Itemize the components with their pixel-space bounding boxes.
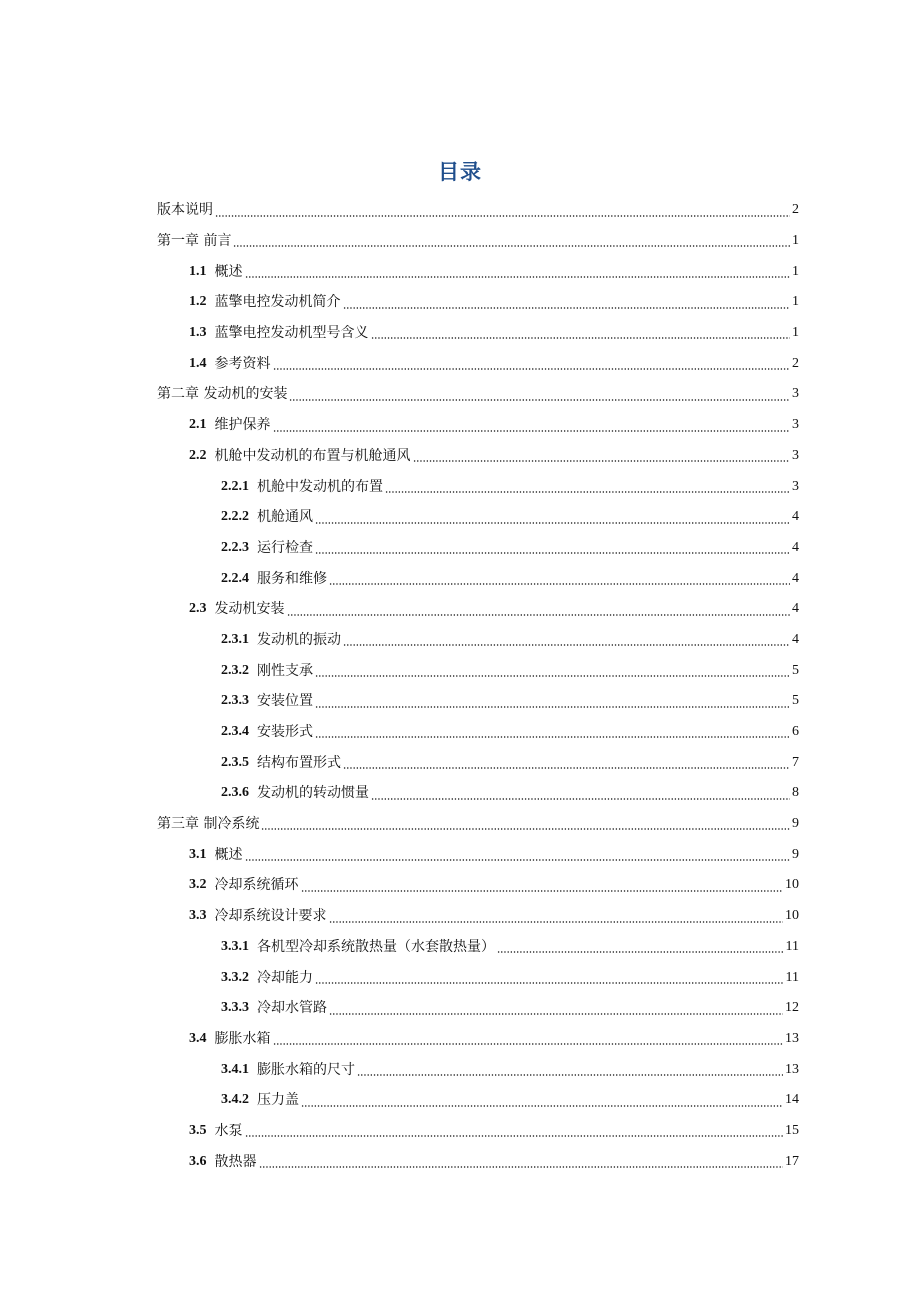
toc-dot-leader: [315, 736, 790, 738]
toc-dot-leader: [385, 491, 790, 493]
toc-dot-leader: [273, 430, 791, 432]
toc-entry[interactable]: [157, 809, 799, 840]
toc-dot-leader: [301, 1105, 783, 1107]
toc-entry[interactable]: [157, 348, 799, 379]
toc-entry-page-number: 2: [792, 355, 799, 371]
toc-entry[interactable]: [157, 993, 799, 1024]
toc-entry-page-number: 11: [785, 969, 799, 985]
toc-entry[interactable]: [157, 1085, 799, 1116]
toc-dot-leader: [315, 552, 790, 554]
toc-entry-page-number: 10: [785, 908, 799, 924]
toc-entry-label: 冷却系统设计要求: [214, 908, 327, 925]
toc-entry-page-number: 4: [792, 570, 799, 586]
toc-entry[interactable]: [157, 962, 799, 993]
toc-entry-page-number: 5: [792, 693, 799, 709]
toc-entry-label: 发动机安装: [214, 601, 285, 618]
toc-entry-page-number: 13: [785, 1030, 799, 1046]
toc-entry-label: 第三章 制冷系统: [157, 816, 260, 833]
toc-dot-leader: [329, 583, 790, 585]
toc-entry[interactable]: [157, 410, 799, 441]
toc-entry-number: 3.3.3: [221, 1000, 249, 1016]
toc-entry[interactable]: [157, 1146, 799, 1177]
toc-entry-label: 压力盖: [257, 1092, 299, 1109]
toc-entry-page-number: 3: [792, 447, 799, 463]
toc-entry-label: 冷却能力: [257, 969, 313, 986]
toc-dot-leader: [315, 706, 790, 708]
toc-entry-label: 刚性支承: [257, 662, 313, 679]
toc-entry-label: 运行检查: [257, 539, 313, 556]
toc-entry-page-number: 13: [785, 1061, 799, 1077]
toc-dot-leader: [329, 921, 784, 923]
toc-entry-number: 2.3.2: [221, 662, 249, 678]
toc-dot-leader: [245, 859, 791, 861]
toc-dot-leader: [343, 767, 790, 769]
toc-dot-leader: [357, 1074, 783, 1076]
toc-entry-number: 3.2: [189, 877, 207, 893]
toc-entry-number: 2.2.4: [221, 570, 249, 586]
toc-entry-number: 3.4: [189, 1030, 207, 1046]
toc-dot-leader: [343, 644, 790, 646]
toc-entry-label: 冷却系统循环: [214, 877, 299, 894]
toc-entry-page-number: 5: [792, 662, 799, 678]
toc-entry-number: 2.2.1: [221, 478, 249, 494]
toc-entry[interactable]: [157, 287, 799, 318]
toc-entry-page-number: 3: [792, 386, 799, 402]
toc-entry[interactable]: [157, 901, 799, 932]
toc-entry-page-number: 4: [792, 601, 799, 617]
toc-entry-label: 安装形式: [257, 724, 313, 741]
toc-entry[interactable]: [157, 533, 799, 564]
toc-entry-page-number: 3: [792, 417, 799, 433]
toc-dot-leader: [287, 614, 791, 616]
toc-entry-page-number: 9: [792, 816, 799, 832]
toc-entry-page-number: 4: [792, 539, 799, 555]
toc-dot-leader: [315, 982, 784, 984]
toc-entry-label: 维护保养: [214, 417, 271, 434]
toc-entry-label: 概述: [214, 846, 243, 863]
toc-entry-page-number: 3: [792, 478, 799, 494]
toc-entry-page-number: 11: [785, 938, 799, 954]
toc-entry-page-number: 6: [792, 724, 799, 740]
toc-entry-label: 各机型冷却系统散热量（水套散热量）: [257, 938, 495, 955]
toc-entry-number: 2.3: [189, 601, 207, 617]
toc-entry-page-number: 7: [792, 754, 799, 770]
toc-entry-label: 发动机的转动惯量: [257, 785, 369, 802]
toc-dot-leader: [233, 245, 790, 247]
toc-entry[interactable]: [157, 625, 799, 656]
toc-entry-label: 发动机的振动: [257, 631, 341, 648]
toc-entry[interactable]: [157, 502, 799, 533]
toc-entry[interactable]: [157, 195, 799, 226]
toc-entry-label: 版本说明: [157, 202, 213, 219]
toc-entry-number: 3.6: [189, 1153, 207, 1169]
toc-dot-leader: [289, 399, 790, 401]
toc-dot-leader: [497, 951, 784, 953]
toc-dot-leader: [371, 337, 791, 339]
toc-entry-label: 服务和维修: [257, 570, 327, 587]
toc-entry[interactable]: [157, 1116, 799, 1147]
toc-entry-label: 散热器: [214, 1153, 257, 1170]
toc-entry-page-number: 1: [792, 325, 799, 341]
toc-entry[interactable]: [157, 870, 799, 901]
toc-entry-page-number: 1: [792, 233, 799, 249]
toc-dot-leader: [315, 522, 790, 524]
toc-entry-number: 1.1: [189, 263, 207, 279]
toc-entry[interactable]: [157, 1024, 799, 1055]
toc-entry[interactable]: [157, 717, 799, 748]
toc-entry-page-number: 4: [792, 631, 799, 647]
toc-entry-page-number: 1: [792, 263, 799, 279]
toc-dot-leader: [259, 1166, 784, 1168]
toc-entry-label: 机舱中发动机的布置与机舱通风: [214, 447, 411, 464]
toc-dot-leader: [261, 828, 790, 830]
toc-entry-number: 2.3.1: [221, 631, 249, 647]
toc-entry-number: 2.2: [189, 447, 207, 463]
toc-entry-label: 安装位置: [257, 693, 313, 710]
toc-entry-label: 蓝擎电控发动机简介: [214, 294, 341, 311]
toc-entry[interactable]: [157, 932, 799, 963]
toc-entry[interactable]: [157, 778, 799, 809]
toc-entry-number: 2.3.3: [221, 693, 249, 709]
toc-entry-number: 2.3.6: [221, 785, 249, 801]
toc-entry-label: 水泵: [214, 1122, 243, 1139]
toc-entry-page-number: 4: [792, 509, 799, 525]
toc-dot-leader: [413, 460, 791, 462]
toc-entry-label: 蓝擎电控发动机型号含义: [214, 325, 369, 342]
toc-entry[interactable]: [157, 686, 799, 717]
toc-entry-page-number: 12: [785, 1000, 799, 1016]
toc-entry-number: 3.3.2: [221, 969, 249, 985]
toc-dot-leader: [245, 276, 791, 278]
toc-entry-number: 1.2: [189, 294, 207, 310]
toc-entry-page-number: 17: [785, 1153, 799, 1169]
toc-dot-leader: [215, 215, 790, 217]
toc-entry-label: 概述: [214, 263, 243, 280]
toc-entry[interactable]: [157, 839, 799, 870]
toc-entry-number: 3.4.1: [221, 1061, 249, 1077]
toc-entry-number: 2.3.4: [221, 724, 249, 740]
toc-title: 目录: [438, 160, 482, 184]
toc-entry-label: 结构布置形式: [257, 754, 341, 771]
toc-entry-page-number: 1: [792, 294, 799, 310]
toc-entry-label: 膨胀水箱: [214, 1030, 271, 1047]
toc-entry-label: 第二章 发动机的安装: [157, 386, 288, 403]
toc-entry-number: 3.1: [189, 846, 207, 862]
toc-entry-page-number: 15: [785, 1122, 799, 1138]
toc-entry[interactable]: [157, 379, 799, 410]
toc-entry-number: 3.3: [189, 908, 207, 924]
toc-entry-label: 机舱中发动机的布置: [257, 478, 383, 495]
toc-dot-leader: [343, 307, 791, 309]
toc-dot-leader: [273, 368, 791, 370]
toc-entry[interactable]: [157, 563, 799, 594]
toc-entry-number: 1.3: [189, 325, 207, 341]
toc-entry-number: 1.4: [189, 355, 207, 371]
toc-entry-number: 2.1: [189, 417, 207, 433]
table-of-contents: [157, 195, 799, 1177]
toc-entry-page-number: 8: [792, 785, 799, 801]
toc-dot-leader: [301, 890, 784, 892]
toc-entry[interactable]: [157, 747, 799, 778]
toc-entry[interactable]: [157, 226, 799, 257]
toc-entry-label: 冷却水管路: [257, 1000, 327, 1017]
toc-entry-label: 膨胀水箱的尺寸: [257, 1061, 355, 1078]
toc-entry[interactable]: [157, 441, 799, 472]
toc-entry-number: 2.2.3: [221, 539, 249, 555]
toc-entry-page-number: 14: [785, 1092, 799, 1108]
toc-entry[interactable]: [157, 471, 799, 502]
toc-entry-number: 3.5: [189, 1122, 207, 1138]
toc-entry-label: 第一章 前言: [157, 233, 232, 250]
toc-entry-number: 2.2.2: [221, 509, 249, 525]
toc-entry[interactable]: [157, 1054, 799, 1085]
toc-entry-number: 2.3.5: [221, 754, 249, 770]
toc-dot-leader: [371, 798, 790, 800]
toc-entry-number: 3.4.2: [221, 1092, 249, 1108]
toc-entry-page-number: 9: [792, 846, 799, 862]
toc-entry[interactable]: [157, 655, 799, 686]
toc-entry-page-number: 2: [792, 202, 799, 218]
toc-entry-number: 3.3.1: [221, 938, 249, 954]
toc-dot-leader: [329, 1013, 783, 1015]
toc-entry[interactable]: [157, 256, 799, 287]
toc-dot-leader: [315, 675, 790, 677]
toc-entry-label: 参考资料: [214, 355, 271, 372]
toc-entry[interactable]: [157, 318, 799, 349]
toc-entry[interactable]: [157, 594, 799, 625]
toc-dot-leader: [245, 1135, 784, 1137]
toc-dot-leader: [273, 1043, 784, 1045]
toc-entry-label: 机舱通风: [257, 509, 313, 526]
toc-entry-page-number: 10: [785, 877, 799, 893]
